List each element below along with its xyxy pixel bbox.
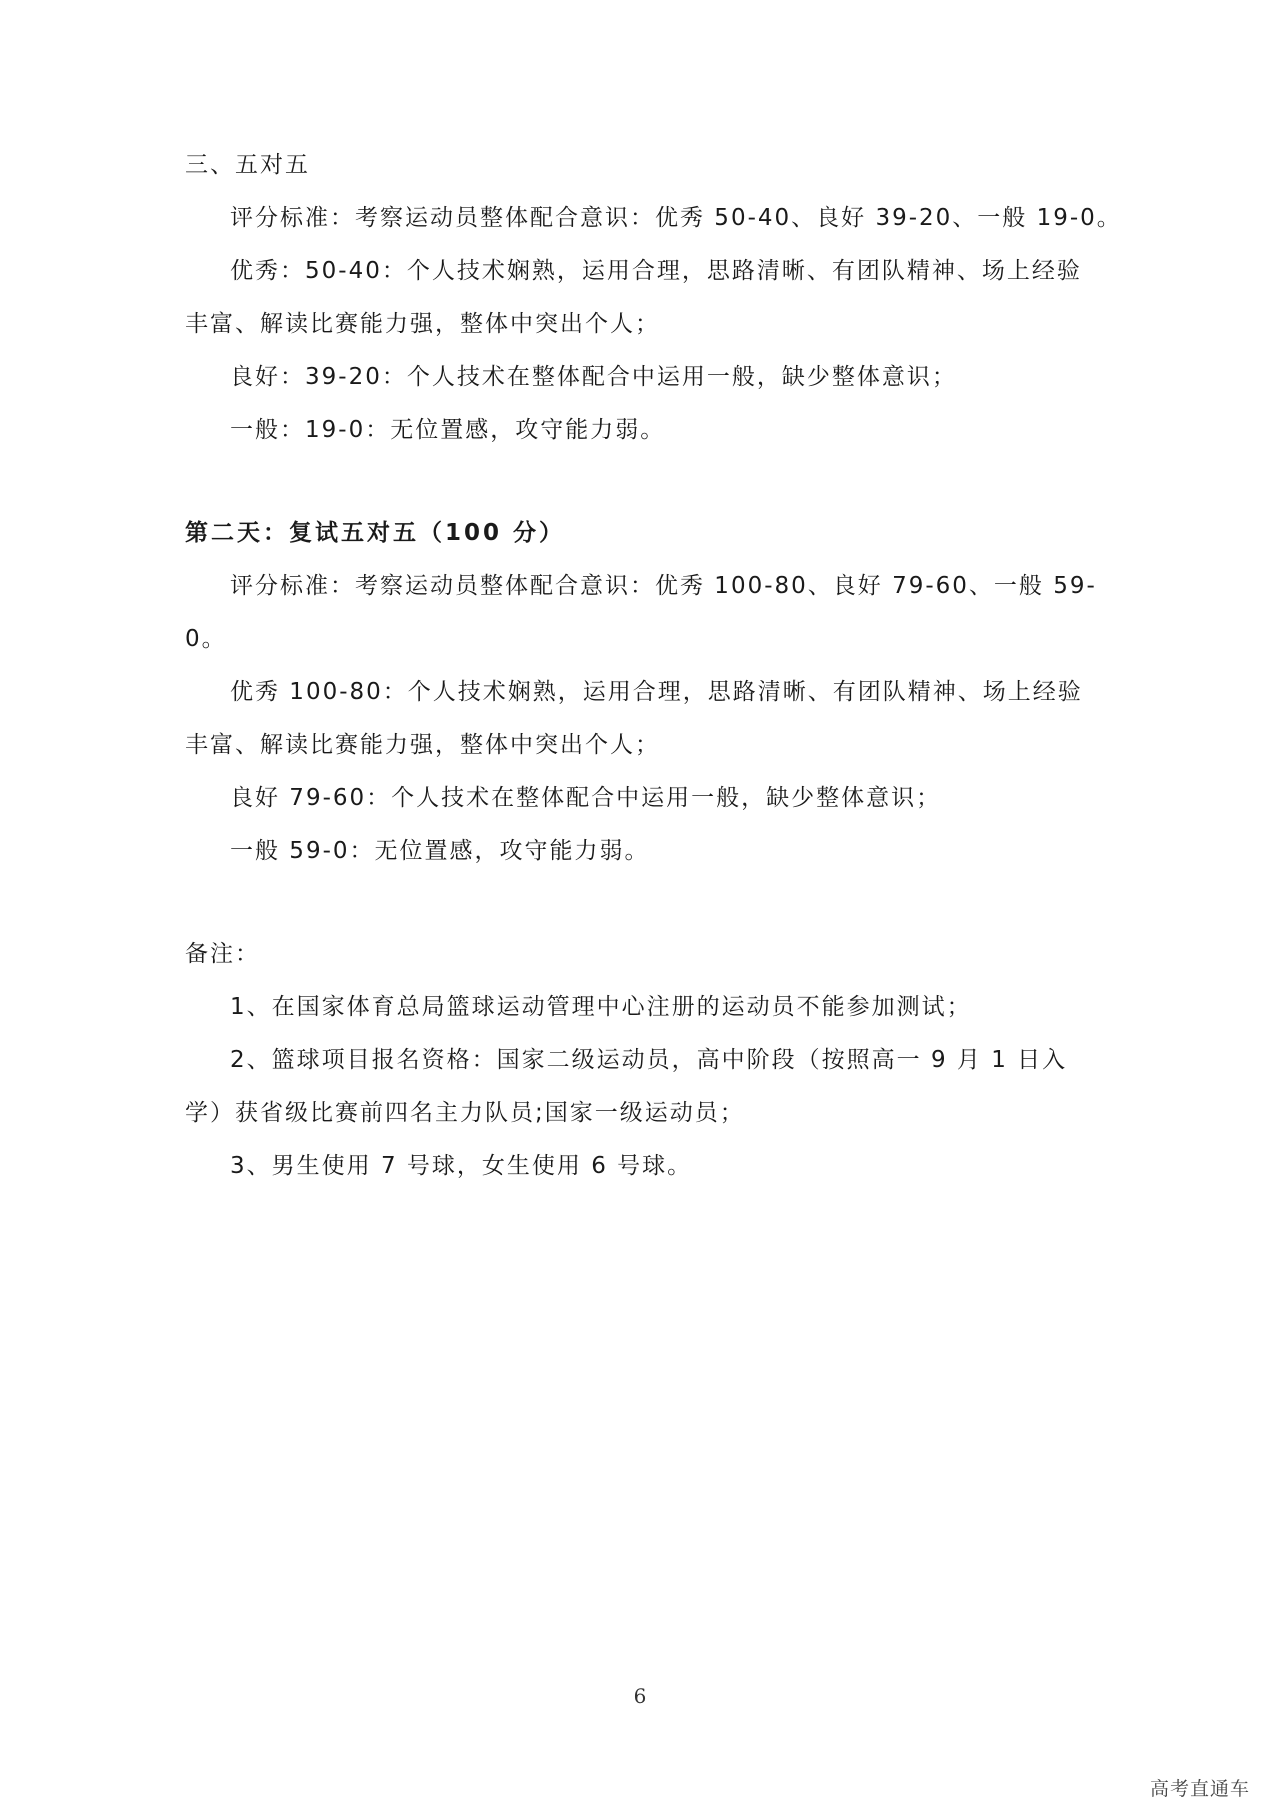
excellent-criteria-line2: 丰富、解读比赛能力强，整体中突出个人；: [185, 311, 660, 337]
day-two-criteria-line2: 0。: [185, 626, 227, 652]
day-two-average-text: 一般 59-0：无位置感，攻守能力弱。: [230, 838, 650, 864]
excellent-criteria-line1: 优秀：50-40：个人技术娴熟，运用合理，思路清晰、有团队精神、场上经验: [230, 258, 1082, 284]
page-number: 6: [633, 1684, 647, 1708]
note-item-3: 3、男生使用 7 号球，女生使用 6 号球。: [230, 1153, 693, 1179]
note-item-1: 1、在国家体育总局篮球运动管理中心注册的运动员不能参加测试；: [230, 994, 972, 1020]
day-two-criteria-line1: 评分标准：考察运动员整体配合意识：优秀 100-80、良好 79-60、一般 59-: [230, 573, 1097, 599]
watermark-text: 高考直通车: [1149, 1778, 1250, 1800]
section-heading-five-vs-five: 三、五对五: [185, 152, 310, 178]
day-two-excellent-line1: 优秀 100-80：个人技术娴熟，运用合理，思路清晰、有团队精神、场上经验: [230, 679, 1083, 705]
note-item-2-line2: 学）获省级比赛前四名主力队员;国家一级运动员；: [185, 1100, 745, 1126]
day-two-good-text: 良好 79-60：个人技术在整体配合中运用一般，缺少整体意识；: [230, 785, 942, 811]
day-two-excellent-line2: 丰富、解读比赛能力强，整体中突出个人；: [185, 732, 660, 758]
notes-heading: 备注：: [185, 941, 260, 967]
day-two-heading: 第二天：复试五对五（100 分）: [185, 520, 566, 546]
good-criteria-text: 良好：39-20：个人技术在整体配合中运用一般，缺少整体意识；: [230, 364, 957, 390]
note-item-2-line1: 2、篮球项目报名资格：国家二级运动员，高中阶段（按照高一 9 月 1 日入: [230, 1047, 1068, 1073]
scoring-criteria-text: 评分标准：考察运动员整体配合意识：优秀 50-40、良好 39-20、一般 19-0。: [230, 205, 1122, 231]
average-criteria-text: 一般：19-0：无位置感，攻守能力弱。: [230, 417, 666, 443]
